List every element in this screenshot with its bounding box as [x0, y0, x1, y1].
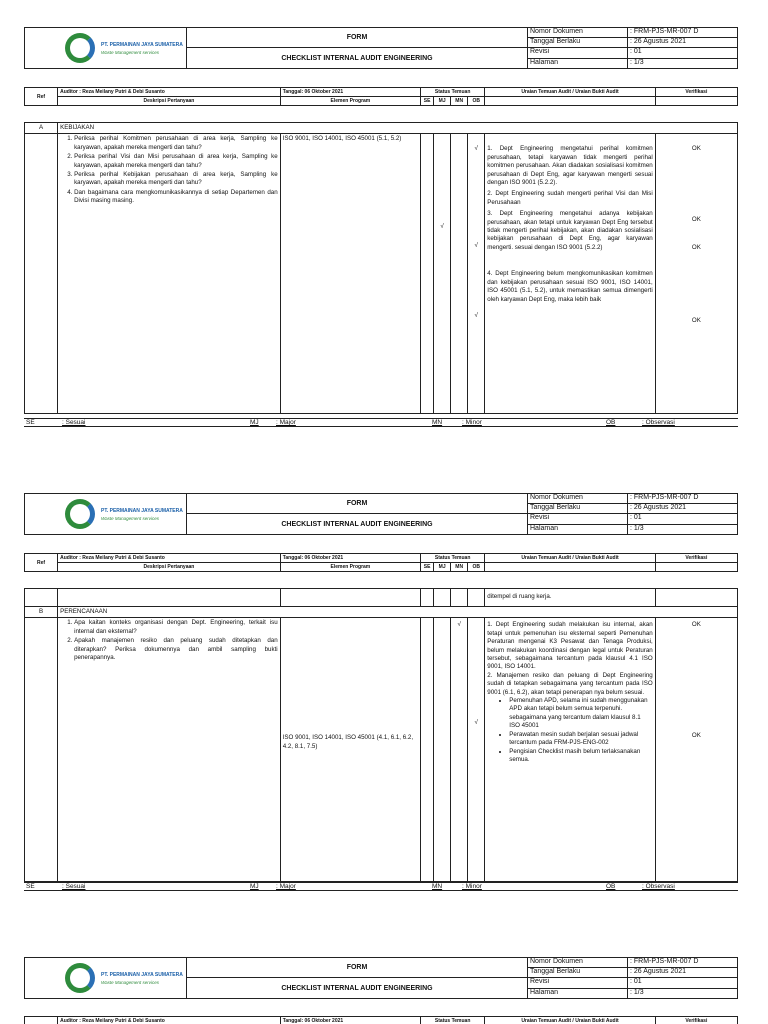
section-b-title: PERENCANAAN	[58, 607, 738, 618]
legend-page1: SE : Sesuai MJ : Major MN : Minor OB : Observasi	[24, 418, 738, 427]
logo-e-icon	[65, 33, 95, 63]
check-mark: √	[474, 145, 478, 153]
page2-header: PT. PERMAINAN JAYA SUMATERA Waste Management services FORM Nomor Dokumen : FRM-PJS-MR-007 D Tanggal Berlaku : 26 Agustus 2021 CHECKLIST INTERNAL AUDIT ENGINEERING Revisi : 01 Halaman : 1/3	[24, 493, 738, 535]
form-title: CHECKLIST INTERNAL AUDIT ENGINEERING	[187, 48, 528, 69]
carry-over-text: ditempel di ruang kerja.	[485, 589, 655, 607]
page3-column-header: Auditor : Reza Meilany Putri & Debi Susanto Tanggal: 06 Oktober 2021 Status Temuan Uraian Temuan Audit / Uraian Bukti Audit Verifikasi	[24, 1016, 738, 1024]
section-a-table	[24, 122, 738, 414]
page1-header: PT. PERMAINAN JAYA SUMATERA Waste Management services FORM Nomor Dokumen : FRM-PJS-MR-007 D Tanggal Berlaku : 26 Agustus 2021 CHECKLIST INTERNAL AUDIT ENGINEERING Revisi : 01 Halaman : 1/3	[24, 27, 738, 69]
company-logo: PT. PERMAINAN JAYA SUMATERA Waste Management services	[25, 28, 187, 69]
section-a-ref: A	[25, 123, 58, 134]
section-a-findings: 1. Dept Engineering mengetahui perihal komitmen perusahaan, tetapi karyawan tidak mengerti perihal komitmen perusahaan. Akan diadakan sosialisasi komitmen perusahaan di Dept Eng, agar karyawan mengerti sesuai dengan ISO 9001 (5.2.2). 2. Dept Engineering sudah mengerti perihal Visi dan Misi Perusahaan 3. Dept Engineering mengetahui adanya kebijakan perusahaan, akan tetapi untuk karyawan Dept Eng tersebut tidak mengerti perihal kebijakan, akan diadakan sosialisasi kebijakan perusahaan di Dept Eng, agar karyawan mengerti. sesuai dengan ISO 9001 (5.2.2) 4. Dept Engineering belum mengkomunikasikan komitmen dan kebijakan perusahaan sesuai ISO 9001, ISO 14001, ISO 45001 (5.1, 5.2), untuk memastikan semua dimengerti oleh karyawan Dept Eng, maka lebih baik	[485, 134, 655, 414]
section-b-questions: 1. Apa kaitan konteks organisasi dengan Dept. Engineering, terkait isu internal dan eksternal? 2. Apakah manajemen resiko dan peluang sudah ditetapkan dan diterapkan? Periksa dokumennya dan ambil sampling bukti penerapannya.	[58, 618, 281, 882]
check-mark: √	[440, 223, 444, 231]
check-mark: √	[474, 312, 478, 320]
page1-column-header: Ref Auditor : Reza Meilany Putri & Debi Susanto Tanggal: 06 Oktober 2021 Status Temuan Uraian Temuan Audit / Uraian Bukti Audit Verifikasi Deskripsi Pertanyaan Elemen Program SE MJ MN OB	[24, 87, 738, 106]
logo-e-icon	[65, 499, 95, 529]
legend-page2: SE : Sesuai MJ : Major MN : Minor OB : Observasi	[24, 882, 738, 891]
company-logo: PT. PERMAINAN JAYA SUMATERA Waste Management services	[25, 958, 187, 999]
section-b-ref: B	[25, 607, 58, 618]
company-logo: PT. PERMAINAN JAYA SUMATERA Waste Management services	[25, 494, 187, 535]
section-a-element: ISO 9001, ISO 14001, ISO 45001 (5.1, 5.2)	[280, 134, 420, 414]
check-mark: √	[474, 241, 478, 249]
page3-header: PT. PERMAINAN JAYA SUMATERA Waste Management services FORM Nomor Dokumen : FRM-PJS-MR-007 D Tanggal Berlaku : 26 Agustus 2021 CHECKLIST INTERNAL AUDIT ENGINEERING Revisi : 01 Halaman : 1/3	[24, 957, 738, 999]
section-b-element: ISO 9001, ISO 14001, ISO 45001 (4.1, 6.1, 6.2, 4.2, 8.1, 7.5)	[280, 618, 420, 882]
section-a-verification: OK OK OK OK	[655, 134, 737, 414]
page2-column-header: Ref Auditor : Reza Meilany Putri & Debi Susanto Tanggal: 06 Oktober 2021 Status Temuan Uraian Temuan Audit / Uraian Bukti Audit Verifikasi Deskripsi Pertanyaan Elemen Program SE MJ MN OB	[24, 553, 738, 572]
section-a-title: KEBIJAKAN	[58, 123, 738, 134]
logo-e-icon	[65, 963, 95, 993]
section-b-findings: 1. Dept Engineering sudah melakukan isu internal, akan tetapi untuk pemenuhan isu eksternal seperti Pemenuhan Peraturan mengenai K3 Pesawat dan Tenaga Produksi, belum melakukan koordinasi dengan legal untuk Peraturan tersebut, sebagaimana tercantum pada klausul 4.1 ISO 9001, ISO 14001. 2. Manajemen resiko dan peluang di Dept Engineering sudah di tetapkan sebagaimana yang tercantum pada ISO 9001 (6.1, 6.2), akan tetapi penerapan nya belum sesuai. • Pemenuhan APD, selama ini sudah menggunakan APD akan tetapi belum semua terpenuhi. sebagaimana yang tercantum dalam klausul 8.1 ISO 45001 • Perawatan mesin sudah berjalan sesuai jadwal tercantum pada FRM-PJS-ENG-002 • Pengisian Checklist masih belum terlaksanakan semua.	[485, 618, 655, 882]
check-mark: √	[474, 719, 478, 727]
section-a-questions: 1. Periksa perihal Komitmen perusahaan di area kerja, Sampling ke karyawan, apakah mereka mengerti dan tahu? 2. Periksa perihal Visi dan Misi perusahaan di area kerja, Sampling ke karyawan, apakah mereka mengerti dan tahu? 3. Periksa perihal Kebijakan perusahaan di area kerja, Sampling ke karyawan, apakah mereka mengerti dan tahu? 4. Dan bagaimana cara mengkomunikasikannya di setiap Departemen dan Divisi masing masing.	[58, 134, 281, 414]
check-mark: √	[457, 621, 461, 629]
section-b-verification: OK OK	[655, 618, 737, 882]
section-b-table	[24, 588, 738, 882]
form-label: FORM	[187, 28, 528, 48]
